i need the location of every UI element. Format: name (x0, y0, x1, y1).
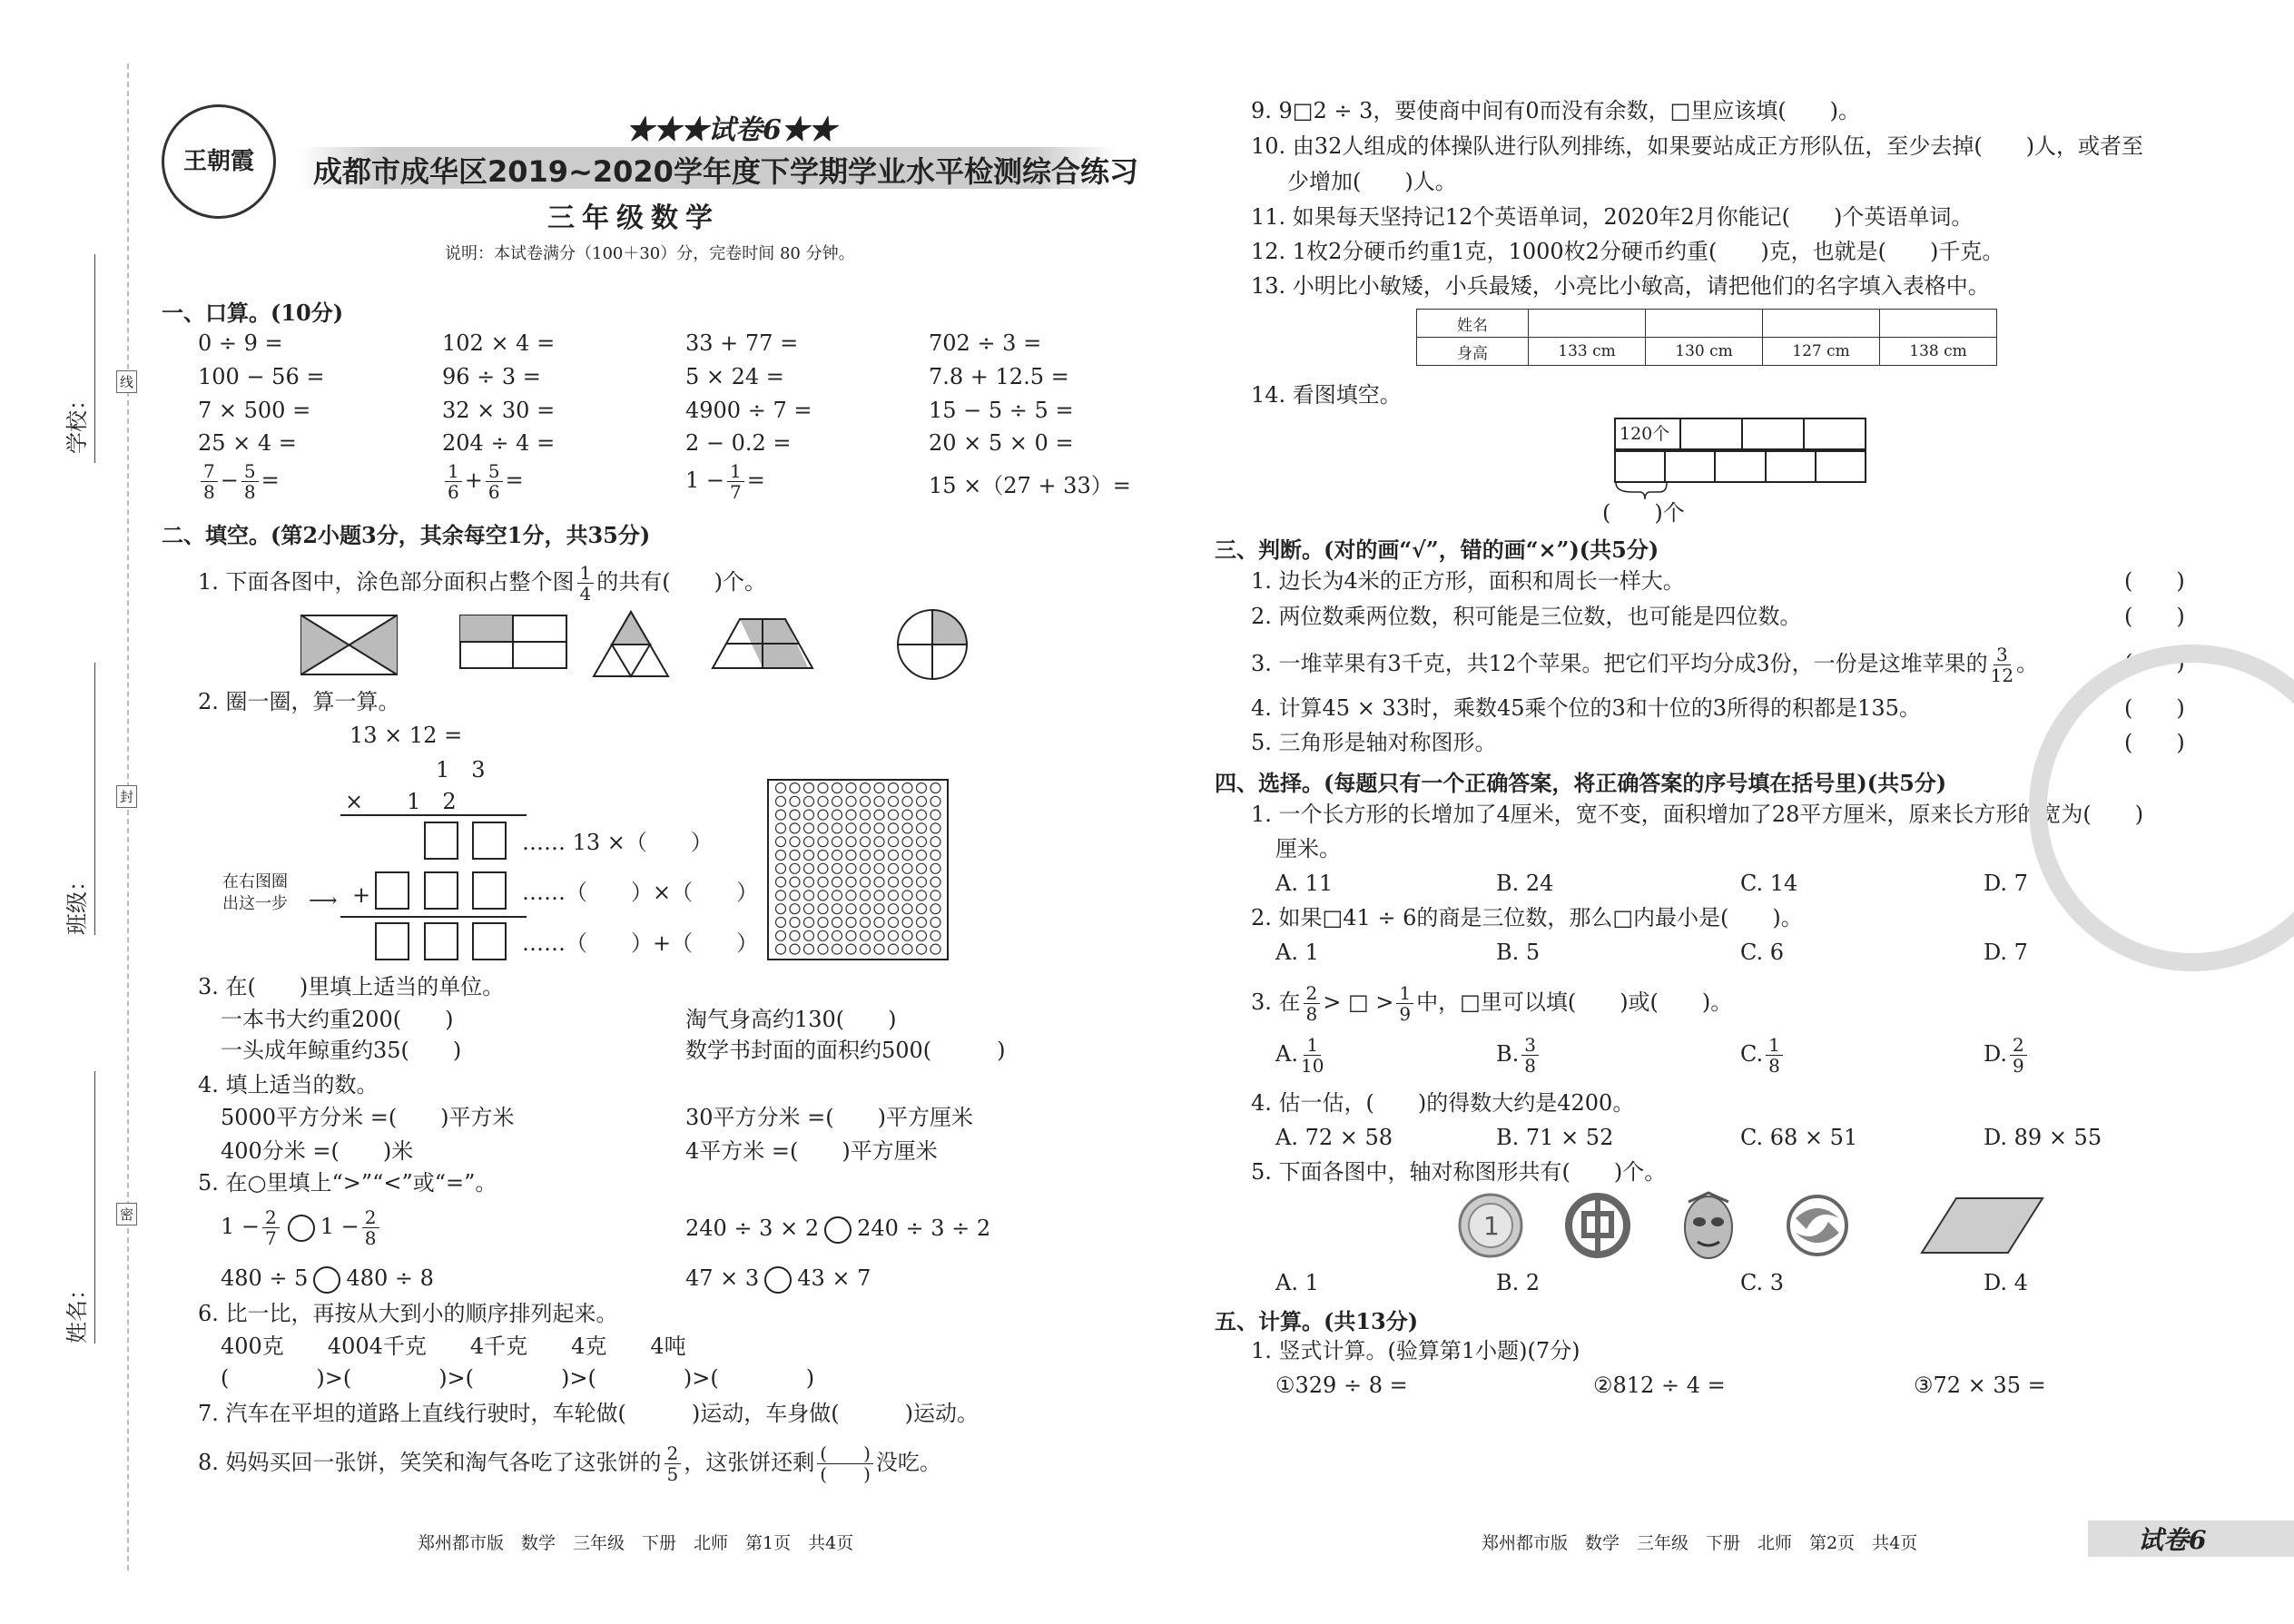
exam-note: 说明：本试卷满分（100＋30）分，完卷时间 80 分钟。 (445, 244, 855, 263)
height-cell: 130 cm (1646, 338, 1763, 366)
question-2-2: 2. 圈一圈，算一算。 (198, 689, 400, 714)
footer-right: 郑州都市版 数学 三年级 下册 北师 第2页 共4页 (1482, 1533, 1918, 1553)
judge-paren[interactable]: ( ) (2124, 568, 2185, 594)
calc-item: 0 ÷ 9 = (198, 330, 283, 356)
q4-c: 400分米 =( )米 (221, 1138, 414, 1164)
footer-tag: 试卷6 (2138, 1525, 2207, 1555)
bar-segment (1716, 452, 1766, 481)
binding-mark-seal: 封 (116, 785, 137, 808)
binding-line (127, 64, 129, 1570)
option[interactable]: B. 71 × 52 (1496, 1125, 1614, 1150)
judge-1: 1. 边长为4米的正方形，面积和周长一样大。 (1251, 568, 1685, 594)
section-1-title: 一、口算。(10分) (162, 300, 344, 326)
q6-items: 400克 4004千克 4千克 4克 4吨 (221, 1334, 686, 1359)
question-12: 12. 1枚2分硬币约重1克，1000枚2分硬币约重( )克，也就是( )千克。 (1251, 239, 2004, 264)
q4-d: 4平方米 =( )平方厘米 (685, 1138, 938, 1164)
section-2-title: 二、填空。(第2小题3分，其余每空1分，共35分) (162, 522, 651, 548)
calc-item: 7 × 500 = (198, 398, 311, 423)
question-14: 14. 看图填空。 (1251, 382, 1402, 408)
choice-2: 2. 如果□41 ÷ 6的商是三位数，那么□内最小是( )。 (1251, 905, 1803, 930)
choice-1b: 厘米。 (1275, 836, 1341, 861)
bar-segment (1743, 419, 1805, 448)
calc-item-fraction: 1 − $\frac{1}{7}$ = (685, 460, 765, 503)
section-3-title: 三、判断。(对的画“√”，错的画“×”)(共5分) (1215, 536, 1659, 563)
compare-circle[interactable] (824, 1216, 852, 1244)
class-line (94, 663, 95, 935)
figure-triangle (594, 612, 668, 676)
figure-trapezoid (713, 619, 812, 668)
q2-row-3: ……（ ）+（ ） (522, 930, 759, 956)
name-label: 姓名： (64, 1278, 90, 1343)
calc-item: 702 ÷ 3 = (929, 330, 1042, 356)
brace (1614, 481, 1678, 501)
binding-mark-secret: 密 (116, 1203, 137, 1225)
option[interactable]: D. 7 (1984, 940, 2028, 965)
bar-segment (1767, 452, 1816, 481)
name-cell[interactable] (1646, 310, 1763, 338)
question-11: 11. 如果每天坚持记12个英语单词，2020年2月你能记( )个英语单词。 (1251, 204, 1974, 230)
vertical-calc: ①329 ÷ 8 = (1275, 1373, 1408, 1398)
option[interactable]: D. 89 × 55 (1984, 1125, 2102, 1150)
option[interactable]: C. 14 (1740, 871, 1798, 896)
calc-item: 5 × 24 = (685, 364, 784, 389)
page-title: 成都市成华区2019~2020学年度下学期学业水平检测综合练习 (313, 154, 1138, 189)
question-2-4: 4. 填上适当的数。 (198, 1072, 379, 1097)
option[interactable]: A. 72 × 58 (1275, 1125, 1393, 1150)
judge-5: 5. 三角形是轴对称图形。 (1251, 730, 1497, 755)
calc-item: 20 × 5 × 0 = (929, 430, 1074, 456)
judge-paren[interactable]: ( ) (2124, 695, 2185, 721)
school-label: 学校： (64, 389, 90, 454)
calc-item: 2 − 0.2 = (685, 430, 792, 456)
option[interactable]: A. $\frac{1}{10}$ (1275, 1034, 1324, 1077)
option[interactable]: C. 6 (1740, 940, 1785, 965)
q5-d: 47 × 3 43 × 7 (685, 1265, 871, 1294)
compare-circle[interactable] (313, 1266, 340, 1294)
q2-rule (340, 916, 527, 918)
q5-b: 240 ÷ 3 × 2 240 ÷ 3 ÷ 2 (685, 1215, 990, 1244)
figure-rect-grid (460, 615, 566, 668)
q4-a: 5000平方分米 =( )平方米 (221, 1105, 515, 1130)
answer-box[interactable] (472, 822, 507, 860)
binding-mark-line: 线 (116, 370, 137, 393)
option[interactable]: C. 68 × 51 (1740, 1125, 1858, 1150)
choice-1a: 1. 一个长方形的长增加了4厘米，宽不变，面积增加了28平方厘米，原来长方形的宽为( ) (1251, 802, 2144, 827)
school-line (94, 254, 95, 463)
section-4-title: 四、选择。(每题只有一个正确答案，将正确答案的序号填在括号里)(共5分) (1215, 770, 1947, 796)
answer-box[interactable] (424, 922, 458, 960)
question-13: 13. 小明比小敏矮，小兵最矮，小亮比小敏高，请把他们的名字填入表格中。 (1251, 273, 1990, 299)
watermark-seal (2029, 645, 2294, 971)
q3-d: 数学书封面的面积约500( ) (685, 1038, 1006, 1063)
q4-b: 30平方分米 =( )平方厘米 (685, 1105, 974, 1130)
vertical-calc: ②812 ÷ 4 = (1593, 1373, 1726, 1398)
question-2-3: 3. 在( )里填上适当的单位。 (198, 974, 505, 999)
q2-row-2: ……（ ）×（ ） (522, 880, 759, 905)
calc-item: 25 × 4 = (198, 430, 297, 456)
choice-3: 3. 在 $\frac{2}{8}$ > □ > $\frac{1}{9}$ 中，□里可以填( )或( )。 (1251, 982, 1733, 1025)
calc-item: 100 − 56 = (198, 364, 325, 389)
calc-1-title: 1. 竖式计算。(验算第1小题)(7分) (1251, 1338, 1580, 1363)
calc-item: 204 ÷ 4 = (442, 430, 556, 456)
coin-icon (1460, 1195, 1521, 1256)
option[interactable]: D. 7 (1984, 871, 2028, 896)
table-header: 姓名 (1417, 310, 1529, 338)
calc-item: 96 ÷ 3 = (442, 364, 541, 389)
name-cell[interactable] (1880, 310, 1997, 338)
q2-row-1: …… 13 ×（ ） (522, 830, 713, 855)
height-cell: 127 cm (1763, 338, 1880, 366)
table-header: 身高 (1417, 338, 1529, 366)
question-2-7: 7. 汽车在平坦的道路上直线行驶时，车轮做( )运动，车身做( )运动。 (198, 1401, 979, 1426)
option[interactable]: B. $\frac{3}{8}$ (1496, 1035, 1541, 1076)
q3-c: 一头成年鲸重约35( ) (221, 1038, 462, 1063)
q2-multiplicand: 1 3 (436, 757, 486, 782)
judge-3: 3. 一堆苹果有3千克，共12个苹果。把它们平均分成3份，一份是这堆苹果的 $\frac{3}{12}$ 。 (1251, 644, 2039, 686)
q6-blank: ( )>( )>( )>( )>( ) (221, 1365, 815, 1391)
choice-5: 5. 下面各图中，轴对称图形共有( )个。 (1251, 1159, 1667, 1185)
q3-a: 一本书大约重200( ) (221, 1007, 454, 1032)
compare-circle[interactable] (288, 1215, 315, 1242)
option[interactable]: C. 3 (1740, 1270, 1785, 1295)
dot-grid-13x12[interactable] (767, 779, 949, 960)
calc-item: 33 + 77 = (685, 330, 799, 356)
answer-box[interactable] (424, 871, 458, 910)
question-2-5: 5. 在○里填上“>”“<”或“=”。 (198, 1170, 497, 1196)
q2-side-note: 在右图圈 出这一步 (222, 872, 288, 913)
question-10a: 10. 由32人组成的体操队进行队列排练，如果要站成正方形队伍，至少去掉( )人，或者至 (1251, 133, 2144, 159)
judge-2: 2. 两位数乘两位数，积可能是三位数，也可能是四位数。 (1251, 604, 1802, 629)
vertical-calc: ③72 × 35 = (1914, 1373, 2046, 1398)
bar-segment (1666, 452, 1716, 481)
class-label: 班级： (64, 870, 90, 935)
option[interactable]: A. 1 (1275, 940, 1319, 965)
opera-mask-icon (1685, 1193, 1732, 1258)
figure-rect-x (301, 615, 397, 674)
q2-multiplier: × 1 2 (345, 789, 457, 814)
logo-seal: 王朝霞 (162, 104, 276, 219)
option[interactable]: A. 11 (1275, 871, 1334, 896)
arrow-icon: ⟶ (309, 890, 338, 912)
plus-sign: + (352, 882, 371, 908)
section-5-title: 五、计算。(共13分) (1215, 1308, 1419, 1334)
question-9: 9. 9□2 ÷ 3，要使商中间有0而没有余数，□里应该填( )。 (1251, 98, 1861, 123)
height-cell: 133 cm (1529, 338, 1646, 366)
bar-segment (1681, 419, 1743, 448)
question-2-8: 8. 妈妈买回一张饼，笑笑和淘气各吃了这张饼的 $\frac{2}{5}$ ，这张饼还剩 $\frac{( )}{( )}$ 没吃。 (198, 1442, 941, 1485)
q3-b: 淘气身高约130( ) (685, 1007, 897, 1032)
symmetry-figures (1443, 1189, 2079, 1262)
question-2-1: 1. 下面各图中，涂色部分面积占整个图 $\frac{1}{4}$ 的共有( )个。 (198, 562, 766, 605)
q2-expression: 13 × 12 = (350, 723, 463, 748)
option[interactable]: D. $\frac{2}{9}$ (1984, 1035, 2030, 1076)
bar-segment (1805, 419, 1865, 448)
svg-text:1: 1 (1483, 1211, 1500, 1241)
answer-box[interactable] (472, 922, 507, 960)
calc-item: 15 ×（27 + 33）= (929, 473, 1131, 498)
paper-tag: ★★★试卷6★★ (626, 114, 836, 146)
answer-box[interactable] (375, 871, 409, 910)
calc-item: 7.8 + 12.5 = (929, 364, 1069, 389)
calc-item: 102 × 4 = (442, 330, 556, 356)
judge-paren[interactable]: ( ) (2124, 730, 2185, 755)
q5-c: 480 ÷ 5 480 ÷ 8 (221, 1265, 434, 1294)
name-cell[interactable] (1529, 310, 1646, 338)
parallelogram-shape (1922, 1198, 2043, 1253)
question-10b: 少增加( )人。 (1287, 169, 1457, 194)
calc-item-fraction: $\frac{1}{6}$ + $\frac{5}{6}$ = (442, 461, 524, 502)
figure-circle (898, 610, 967, 679)
name-cell[interactable] (1763, 310, 1880, 338)
option[interactable]: B. 24 (1496, 871, 1554, 896)
swirl-logo-icon (1788, 1196, 1846, 1255)
compare-circle[interactable] (764, 1266, 792, 1294)
bar-segment-label: 120个 (1616, 419, 1681, 448)
calc-item: 32 × 30 = (442, 398, 556, 423)
calc-item-fraction: $\frac{7}{8}$ − $\frac{5}{8}$ = (198, 461, 280, 502)
judge-paren[interactable]: ( ) (2124, 650, 2185, 675)
footer-left: 郑州都市版 数学 三年级 下册 北师 第1页 共4页 (418, 1533, 854, 1553)
answer-box[interactable] (375, 922, 409, 960)
choice-4: 4. 估一估，( )的得数大约是4200。 (1251, 1090, 1635, 1116)
option[interactable]: B. 5 (1496, 940, 1541, 965)
name-line (94, 1071, 95, 1343)
q2-rule (340, 814, 527, 816)
subject-title: 三年级数学 (547, 202, 720, 234)
answer-box[interactable] (472, 871, 507, 910)
option[interactable]: C. $\frac{1}{8}$ (1740, 1035, 1786, 1076)
bar-segment (1816, 452, 1865, 481)
q5-a: 1 − $\frac{2}{7}$ 1 − $\frac{2}{8}$ (221, 1207, 382, 1248)
q14-blank: ( )个 (1602, 500, 1685, 526)
answer-box[interactable] (424, 822, 458, 860)
calc-item: 4900 ÷ 7 = (685, 398, 812, 423)
question-2-6: 6. 比一比，再按从大到小的顺序排列起来。 (198, 1301, 618, 1326)
judge-paren[interactable]: ( ) (2124, 604, 2185, 629)
option[interactable]: A. 1 (1275, 1270, 1319, 1295)
shaded-figures (290, 608, 1017, 685)
bar-segment (1616, 452, 1666, 481)
option[interactable]: D. 4 (1984, 1270, 2028, 1295)
bank-logo-icon (1569, 1195, 1627, 1256)
height-table (1416, 309, 1997, 366)
option[interactable]: B. 2 (1496, 1270, 1541, 1295)
judge-4: 4. 计算45 × 33时，乘数45乘个位的3和十位的3所得的积都是135。 (1251, 695, 1921, 721)
calc-item: 15 − 5 ÷ 5 = (929, 398, 1074, 423)
height-cell: 138 cm (1880, 338, 1997, 366)
